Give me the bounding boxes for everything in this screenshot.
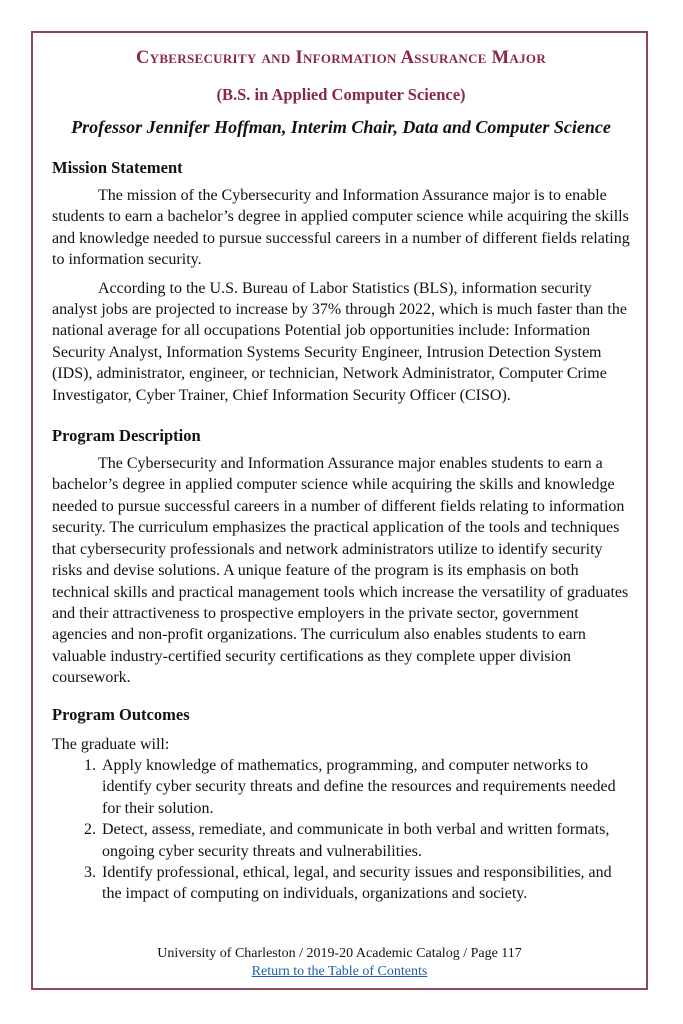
page-border-frame <box>31 31 648 990</box>
program-description-paragraph: The Cybersecurity and Information Assurance major enables students to earn a bachelor’s degree in applied computer science while acquiring the skills and knowledge needed to pursue successful careers in a number of different fields relating to information security. The curriculum emphasizes the practical application of the tools and techniques that cybersecurity professionals and network administrators utilize to identify security risks and devise solutions. A unique feature of the program is its emphasis on both technical skills and practical management tools which increase the versatility of graduates and their attractiveness to prospective employers in the private sector, government agencies and non-profit organizations. The curriculum also enables students to earn valuable industry-certified security certifications as they complete upper division coursework. <box>52 455 629 687</box>
section-heading-program-outcomes: Program Outcomes <box>52 704 190 724</box>
section-heading-mission-statement: Mission Statement <box>52 158 183 177</box>
degree-subtitle: (B.S. in Applied Computer Science) <box>216 85 466 104</box>
outcome-item-1: 1. Apply knowledge of mathematics, programming, and computer networks to identify cyber security threats and define the resources and requirements needed for their solution. <box>100 755 630 819</box>
page-title: Cybersecurity and Information Assurance Major <box>135 48 547 68</box>
page-content <box>33 33 646 918</box>
footer-catalog-line: University of Charleston / 2019-20 Academic Catalog / Page 117 <box>157 946 522 961</box>
program-outcomes-list <box>52 755 630 905</box>
page-footer <box>33 945 646 980</box>
section-heading-program-description: Program Description <box>52 426 201 446</box>
outcome-item-3: 3. Identify professional, ethical, legal, and security issues and responsibilities, and the impact of computing on individuals, organizations and society. <box>100 862 630 905</box>
mission-paragraph-1: The mission of the Cybersecurity and Information Assurance major is to enable students to earn a bachelor’s degree in applied computer science while acquiring the skills and knowledge needed to pursue successful careers in a number of different fields relating to information security. <box>52 187 630 269</box>
chair-byline: Professor Jennifer Hoffman, Interim Chair, Data and Computer Science <box>71 117 611 137</box>
outcome-item-2: 2. Detect, assess, remediate, and communicate in both verbal and written formats, ongoing cyber security threats and vulnerabilities. <box>100 819 630 862</box>
program-outcomes-intro: The graduate will: <box>52 735 170 753</box>
return-to-toc-link[interactable]: Return to the Table of Contents <box>251 963 428 979</box>
mission-paragraph-2: According to the U.S. Bureau of Labor Statistics (BLS), information security analyst jobs are projected to increase by 37% through 2022, which is much faster than the national average for all occupations Potential job opportunities include: Information Security Analyst, Information Systems Security Engineer, Intrusion Detection System (IDS), administrator, engineer, or technician, Network Administrator, Computer Crime Investigator, Cyber Trainer, Chief Information Security Officer (CISO). <box>52 279 627 404</box>
